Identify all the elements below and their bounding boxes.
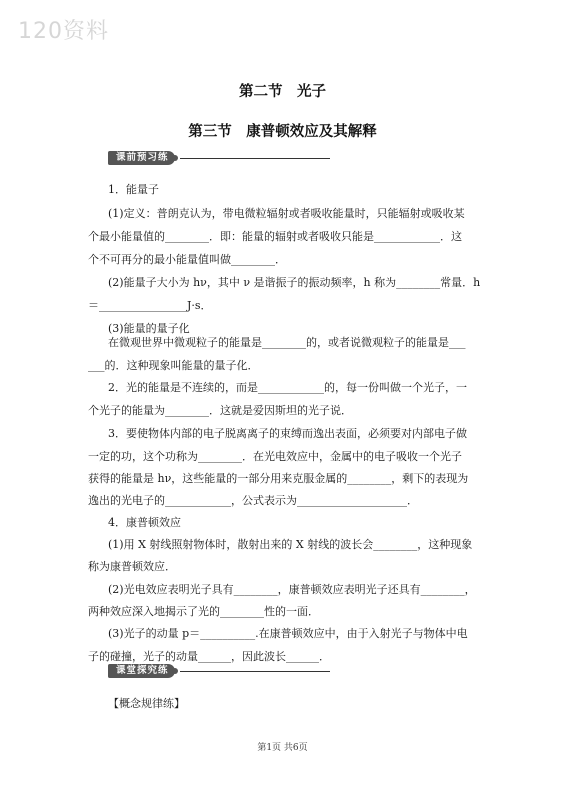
text-line: (3)光子的动量 p＝__________.在康普顿效应中，由于入射光子与物体中电 xyxy=(108,627,468,640)
text-line: 2．光的能量是不连续的，而是____________的，每一份叫做一个光子，一 xyxy=(108,381,467,394)
text-line: (1)用 X 射线照射物体时，散射出来的 X 射线的波长会________，这种现象 xyxy=(108,538,473,551)
banner-preview xyxy=(108,151,330,165)
text-line: 获得的能量是 hν，这些能量的一部分用来克服金属的________，剩下的表现为 xyxy=(88,472,469,485)
text-line: 称为康普顿效应． xyxy=(88,560,176,573)
banner-classroom xyxy=(108,664,330,678)
text-line: 子的碰撞，光子的动量______，因此波长______． xyxy=(88,650,330,663)
watermark: 120资料 xyxy=(18,19,109,44)
text-line: ＝________________J·s． xyxy=(88,299,212,312)
banner-label: 课前预习练 xyxy=(108,151,175,165)
banner-label: 课堂探究练 xyxy=(108,664,175,678)
banner-rule xyxy=(180,671,330,672)
text-line: (2)光电效应表明光子具有________，康普顿效应表明光子还具有________， xyxy=(108,583,476,596)
text-line: ___的．这种现象叫能量的量子化． xyxy=(88,359,259,372)
text-line: (3)能量的量子化 xyxy=(108,322,190,335)
text-line: 两种效应深入地揭示了光的________性的一面． xyxy=(88,605,319,618)
text-line: 一定的功，这个功称为________．在光电效应中，金属中的电子吸收一个光子 xyxy=(88,450,462,463)
text-line: (1)定义：普朗克认为，带电微粒辐射或者吸收能量时，只能辐射或吸收某 xyxy=(108,207,465,220)
banner-dot xyxy=(172,155,178,161)
text-line: 个最小能量值的________．即：能量的辐射或者吸收只能是____________．这 xyxy=(88,230,462,243)
page-footer: 第1页 共6页 xyxy=(257,743,308,753)
section-title-2: 第三节 康普顿效应及其解释 xyxy=(188,124,377,140)
subsection-label: 【概念规律练】 xyxy=(108,697,185,710)
banner-rule xyxy=(180,158,330,159)
section-title-1: 第二节 光子 xyxy=(239,84,326,100)
text-line: 逸出的光电子的____________，公式表示为____________________． xyxy=(88,494,418,507)
text-line: 3．要使物体内部的电子脱离离子的束缚而逸出表面，必须要对内部电子做 xyxy=(108,427,467,440)
banner-dot xyxy=(172,668,178,674)
text-line: 1．能量子 xyxy=(108,183,159,196)
text-line: 在微观世界中微观粒子的能量是________的，或者说微观粒子的能量是___ xyxy=(108,336,466,349)
text-line: 个光子的能量为________．这就是爱因斯坦的光子说． xyxy=(88,404,352,417)
text-line: 个不可再分的最小能量值叫做________． xyxy=(88,253,286,266)
text-line: 4．康普顿效应 xyxy=(108,516,181,529)
text-line: (2)能量子大小为 hν，其中 ν 是谐振子的振动频率，h 称为________常量．h xyxy=(108,276,481,289)
